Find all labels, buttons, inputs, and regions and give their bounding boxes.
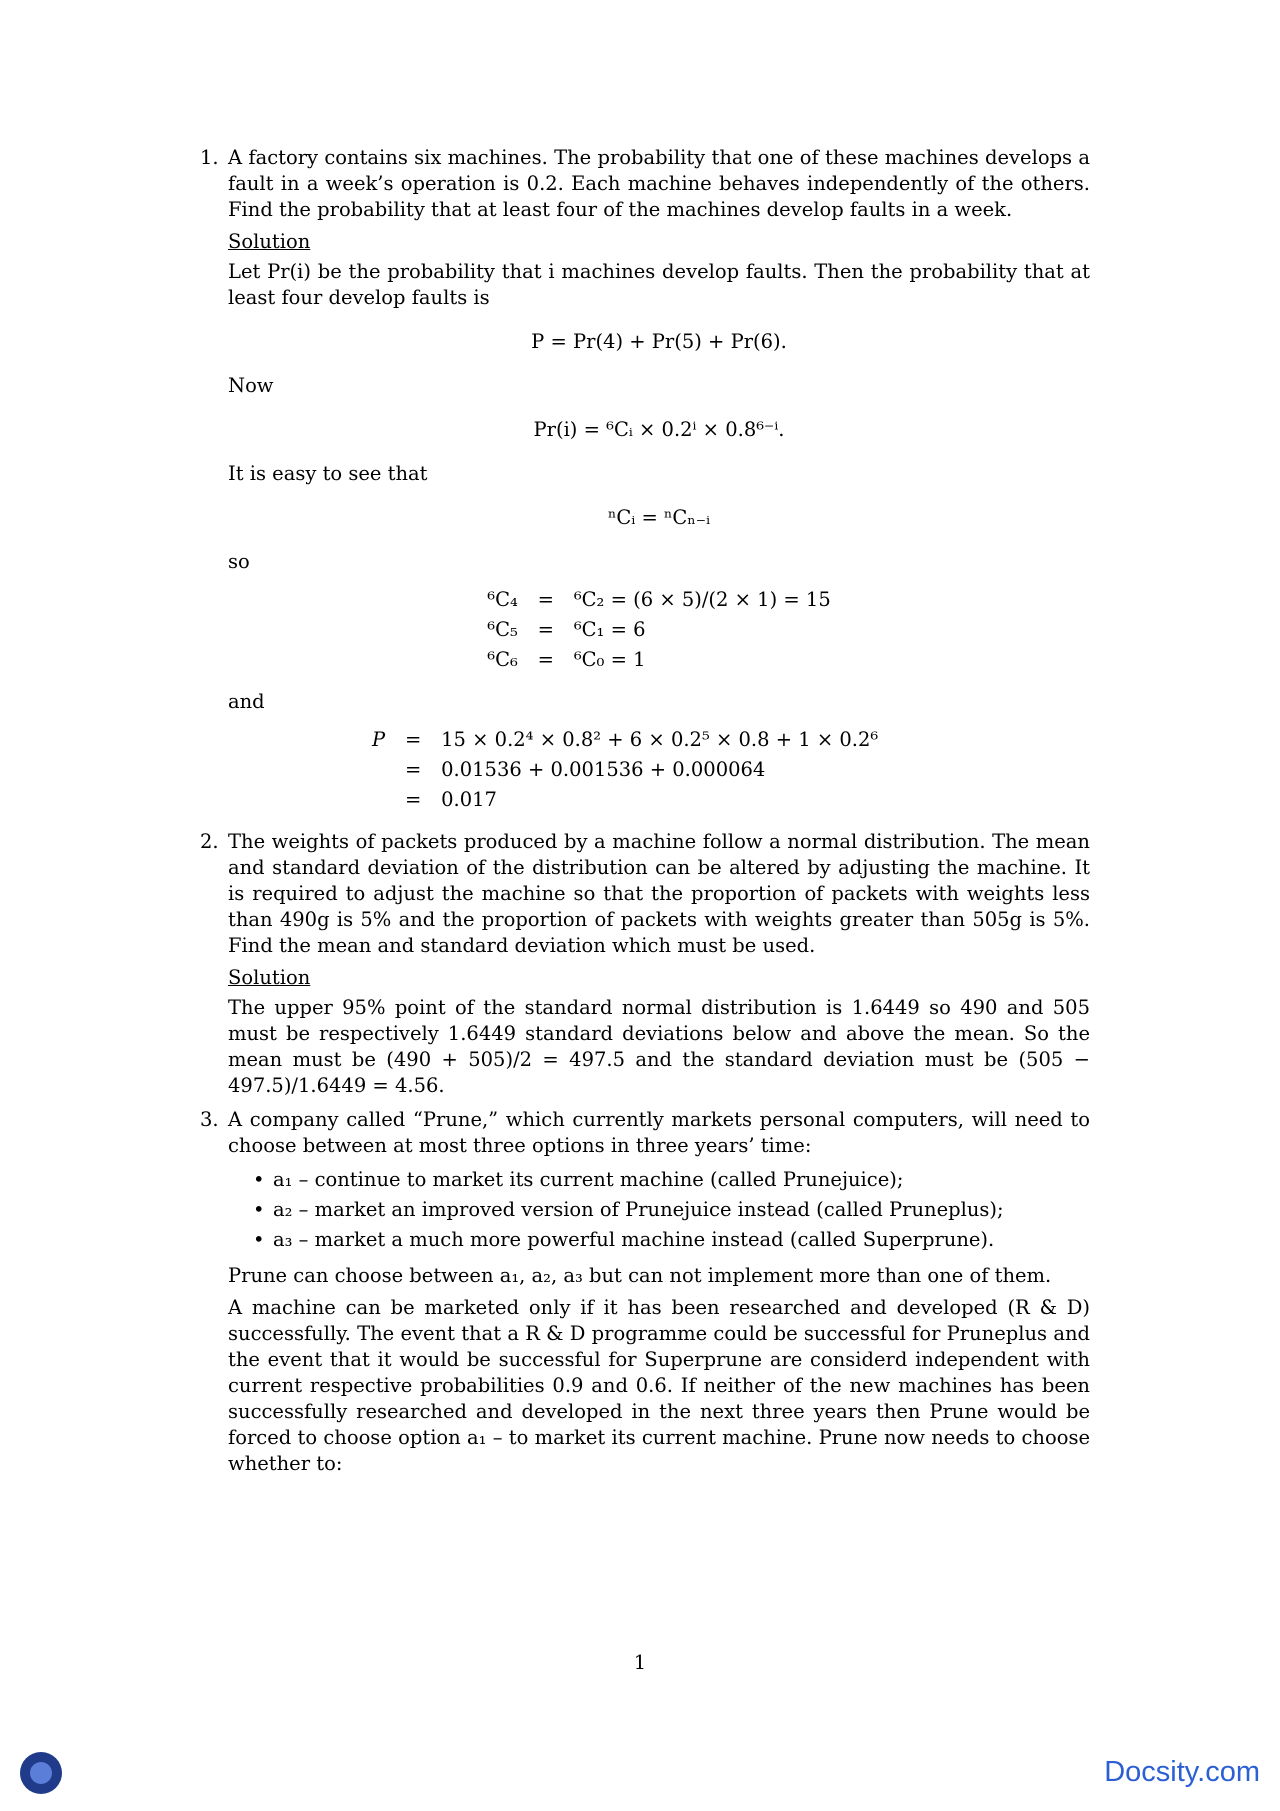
equation-p-sum: P = Pr(4) + Pr(5) + Pr(6).	[531, 330, 787, 353]
equation-symmetry: ⁿCᵢ = ⁿCₙ₋ᵢ	[607, 506, 711, 529]
text-easy: It is easy to see that	[228, 462, 428, 485]
problem-1	[200, 145, 1090, 815]
options-list	[228, 1167, 1090, 1253]
combination-table	[483, 585, 835, 675]
equation-binomial: Pr(i) = ⁶Cᵢ × 0.2ⁱ × 0.8⁶⁻ⁱ.	[533, 418, 785, 441]
combination-row: ⁶C₄ = ⁶C₂ = (6 × 5)/(2 × 1) = 15	[483, 585, 835, 615]
problem-statement: A factory contains six machines. The probability that one of these machines develops a fault in a week’s operation is 0.2. Each machine behaves independently of the others. Find the probability that at least four of the machines develop faults in a week.	[228, 146, 1090, 221]
paragraph: A machine can be marketed only if it has been researched and developed (R & D) successfully. The event that a R & D programme could be successful for Pruneplus and the event that it would be successful for Superprune are considerd independent with current respective probabilities 0.9 and 0.6. If neither of the new machines has been successfully researched and developed in the next three years then Prune would be forced to choose option a₁ – to market its current machine. Prune now needs to choose whether to:	[228, 1296, 1090, 1475]
p-row: 0.01536 + 0.001536 + 0.000064	[441, 758, 766, 781]
p-row: 15 × 0.2⁴ × 0.8² + 6 × 0.2⁵ × 0.8 + 1 × 0.2⁶	[441, 728, 879, 751]
p-calculation: P = 15 × 0.2⁴ × 0.8² + 6 × 0.2⁵ × 0.8 + 1 × 0.2⁶ = 0.01536 + 0.001536 + 0.000064 = 0.017	[368, 725, 882, 815]
solution-intro: Let Pr(i) be the probability that i machines develop faults. Then the probability that at least four develop faults is	[228, 260, 1090, 309]
docsity-brand-link[interactable]: Docsity.com	[1104, 1756, 1260, 1788]
list-item: • a₂ – market an improved version of Prunejuice instead (called Pruneplus);	[253, 1197, 1090, 1223]
text-and: and	[228, 690, 265, 713]
problem-number: 1.	[200, 146, 219, 169]
problem-statement: The weights of packets produced by a machine follow a normal distribution. The mean and standard deviation of the distribution can be altered by adjusting the machine. It is required to adjust the machine so that the proportion of packets with weights less than 490g is 5% and the proportion of packets with weights greater than 505g is 5%. Find the mean and standard deviation which must be used.	[228, 830, 1090, 957]
combination-row: ⁶C₅ = ⁶C₁ = 6	[483, 615, 835, 645]
list-item: • a₁ – continue to market its current machine (called Prunejuice);	[253, 1167, 1090, 1193]
list-item: • a₃ – market a much more powerful machine instead (called Superprune).	[253, 1227, 1090, 1253]
combination-row: ⁶C₆ = ⁶C₀ = 1	[483, 645, 835, 675]
combination-lhs: ⁶C₄	[487, 588, 518, 611]
page-number: 1	[633, 1651, 647, 1674]
solution-heading: Solution	[228, 966, 311, 989]
p-row: 0.017	[441, 788, 497, 811]
problem-statement: A company called “Prune,” which currently markets personal computers, will need to choose between at most three options in three years’ time:	[228, 1108, 1090, 1157]
solution-heading: Solution	[228, 230, 311, 253]
problem-number: 2.	[200, 830, 219, 853]
docsity-logo-icon[interactable]	[20, 1752, 62, 1794]
combination-rhs: ⁶C₁ = 6	[573, 618, 646, 641]
text-now: Now	[228, 374, 274, 397]
problem-number: 3.	[200, 1108, 219, 1131]
text-so: so	[228, 550, 250, 573]
combination-lhs: ⁶C₆	[487, 648, 518, 671]
paragraph: Prune can choose between a₁, a₂, a₃ but can not implement more than one of them.	[228, 1264, 1052, 1287]
combination-lhs: ⁶C₅	[487, 618, 518, 641]
problem-2	[200, 829, 1090, 1099]
solution-text: The upper 95% point of the standard normal distribution is 1.6449 so 490 and 505 must be respectively 1.6449 standard deviations below and above the mean. So the mean must be (490 + 505)/2 = 497.5 and the standard deviation must be (505 − 497.5)/1.6449 = 4.56.	[228, 996, 1090, 1097]
problem-3	[200, 1107, 1090, 1477]
document-page	[200, 145, 1090, 1485]
combination-rhs: ⁶C₂ = (6 × 5)/(2 × 1) = 15	[573, 588, 831, 611]
combination-rhs: ⁶C₀ = 1	[573, 648, 646, 671]
